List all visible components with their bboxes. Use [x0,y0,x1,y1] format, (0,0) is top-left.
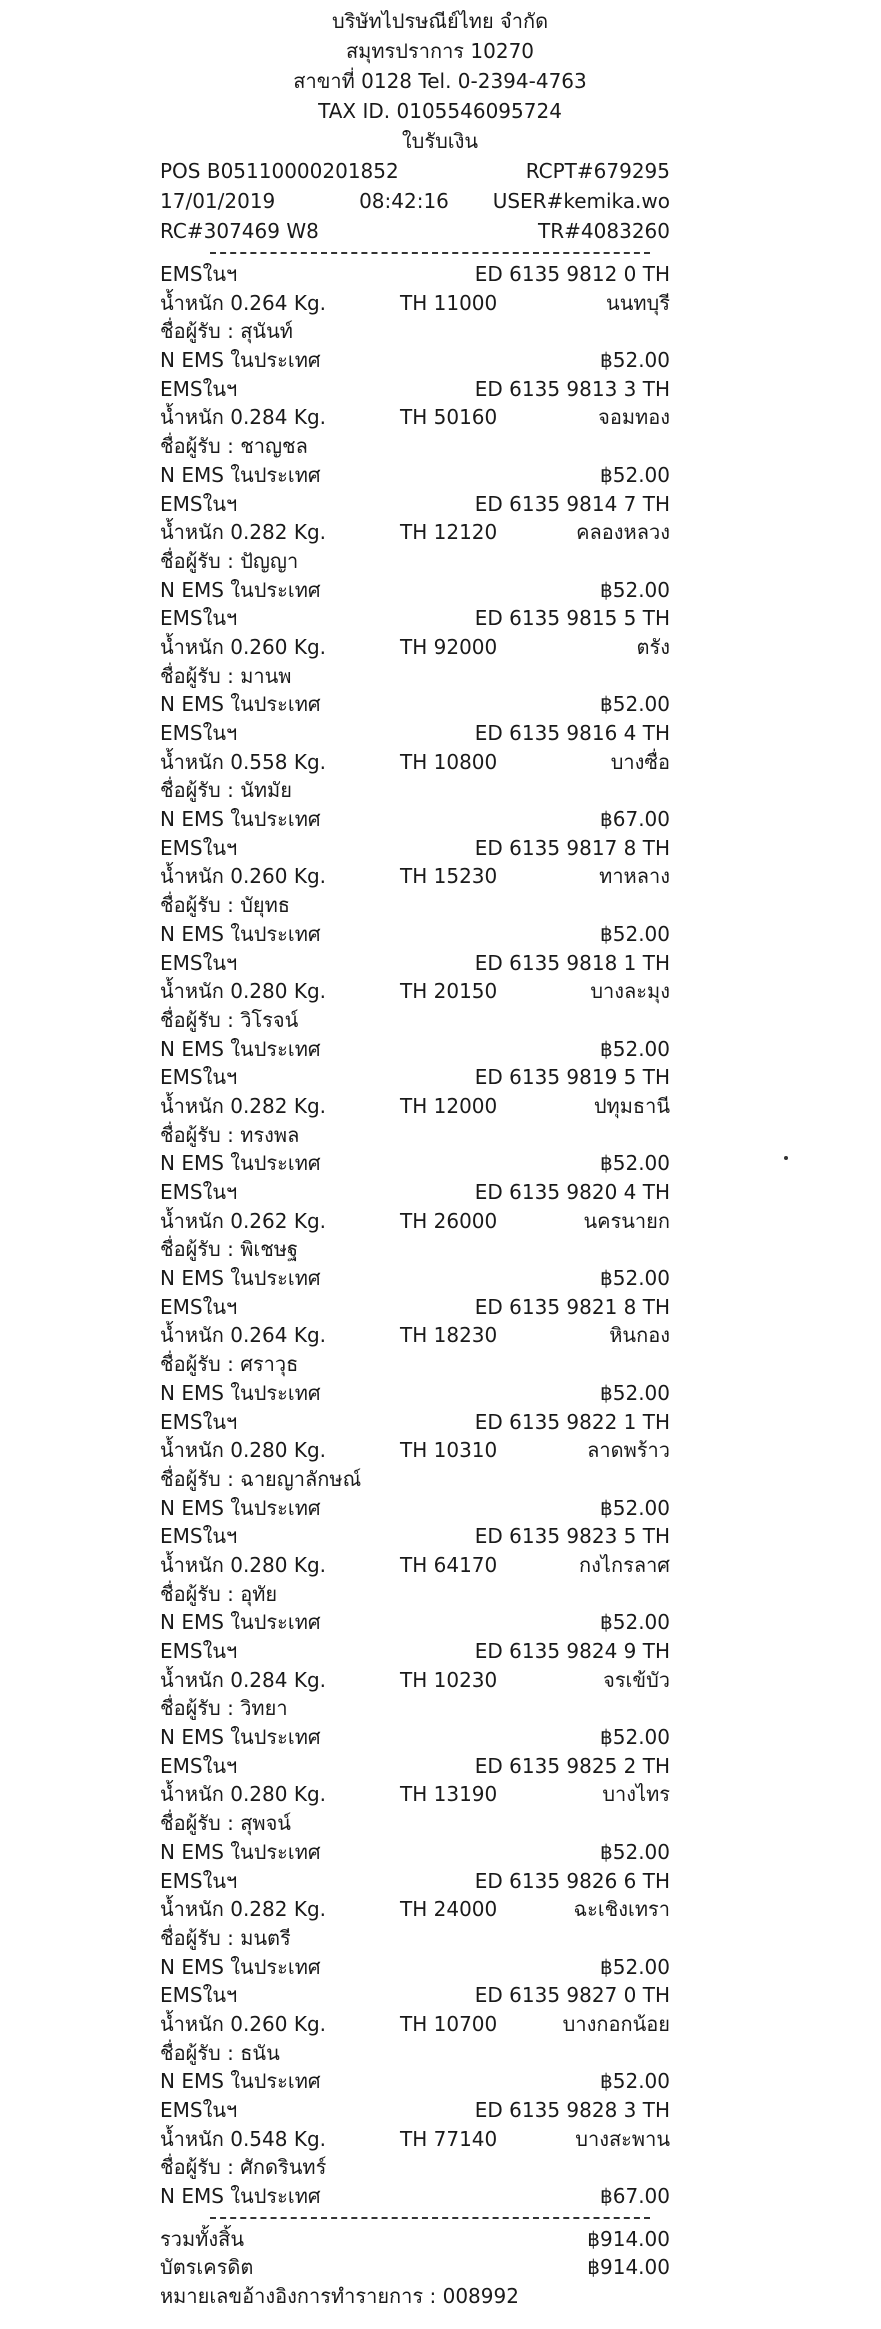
list-item [160,1981,670,2096]
service-name: EMSในฯ [160,1639,238,1663]
list-item [160,375,670,490]
totals-section [160,2225,670,2311]
item-weight-line [160,2010,670,2039]
destination-area: นครนายก [583,1208,670,1233]
receipt-meta [160,156,670,246]
service-type: N EMS ในประเทศ [160,692,321,717]
destination-postcode: TH 10230 [400,1667,498,1692]
item-recipient-line [160,1121,670,1150]
pos-number: POS B05110000201852 [160,159,399,183]
item-price: ฿52.00 [600,462,670,487]
item-price-line [160,1494,670,1523]
service-name: EMSในฯ [160,1753,238,1778]
service-type: N EMS ในประเทศ [160,462,321,487]
item-weight-line [160,289,670,318]
item-price-line [160,346,670,375]
recipient-name: ชื่อผู้รับ : ฉายญาลักษณ์ [160,1466,362,1491]
item-header-line [160,719,670,748]
item-weight-line [160,1780,670,1809]
item-header-line [160,375,670,404]
destination-area: ปทุมธานี [593,1093,670,1118]
destination-area: บางไทร [602,1782,670,1807]
destination-area: ฉะเชิงเทรา [573,1897,670,1922]
item-header-line [160,260,670,289]
list-item [160,1063,670,1178]
list-item [160,604,670,719]
item-price: ฿67.00 [600,807,670,832]
rc-number: RC#307469 W8 [160,219,319,243]
service-type: N EMS ในประเทศ [160,1036,321,1061]
destination-area: จรเข้บัว [603,1667,670,1692]
item-price: ฿52.00 [600,1151,670,1176]
item-recipient-line [160,317,670,346]
item-header-line [160,1752,670,1781]
list-item [160,1867,670,1982]
tracking-number: ED 6135 9825 2 TH [474,1753,670,1778]
tracking-number: ED 6135 9823 5 TH [474,1524,670,1549]
recipient-name: ชื่อผู้รับ : วิทยา [160,1696,288,1721]
list-item [160,1178,670,1293]
destination-area: หินกอง [609,1323,670,1348]
document-title: ใบรับเงิน [401,129,479,153]
item-price-line [160,920,670,949]
service-name: EMSในฯ [160,1065,238,1090]
service-type: N EMS ในประเทศ [160,1266,321,1291]
item-weight-line [160,1436,670,1465]
item-weight-line [160,518,670,547]
destination-area: นนทบุรี [606,290,670,315]
item-recipient-line [160,1924,670,1953]
item-recipient-line [160,547,670,576]
destination-postcode: TH 18230 [400,1323,498,1348]
item-recipient-line [160,2039,670,2068]
item-recipient-line [160,1465,670,1494]
service-name: EMSในฯ [160,950,238,975]
item-weight: น้ำหนัก 0.260 Kg. [160,634,327,659]
item-weight: น้ำหนัก 0.284 Kg. [160,1667,327,1692]
destination-postcode: TH 12120 [400,520,498,545]
destination-area: จอมทอง [598,405,670,430]
payment-method-label: บัตรเครดิต [160,2255,254,2280]
list-item [160,1408,670,1523]
tracking-number: ED 6135 9814 7 TH [474,491,670,516]
tracking-number: ED 6135 9819 5 TH [474,1065,670,1090]
service-name: EMSในฯ [160,1180,238,1204]
list-item [160,1522,670,1637]
item-weight: น้ำหนัก 0.280 Kg. [160,1552,327,1577]
service-name: EMSในฯ [160,491,238,516]
recipient-name: ชื่อผู้รับ : สุนันท์ [160,319,293,344]
item-recipient-line [160,1235,670,1264]
tracking-number: ED 6135 9816 4 TH [474,721,670,745]
item-weight: น้ำหนัก 0.284 Kg. [160,405,327,430]
service-type: N EMS ในประเทศ [160,1839,321,1864]
item-weight: น้ำหนัก 0.260 Kg. [160,2011,327,2036]
service-type: N EMS ในประเทศ [160,1495,321,1520]
destination-area: บางกอกน้อย [562,2011,670,2036]
item-price: ฿52.00 [600,692,670,717]
item-recipient-line [160,2153,670,2182]
recipient-name: ชื่อผู้รับ : ทรงพล [160,1122,300,1147]
list-item [160,949,670,1064]
tracking-number: ED 6135 9813 3 TH [474,376,670,401]
item-weight-line [160,2125,670,2154]
item-weight-line [160,862,670,891]
recipient-name: ชื่อผู้รับ : นัทมัย [160,778,292,803]
item-header-line [160,1522,670,1551]
receipt [160,6,670,2311]
item-price-line [160,1723,670,1752]
destination-postcode: TH 64170 [400,1552,498,1577]
service-type: N EMS ในประเทศ [160,1610,321,1635]
item-recipient-line [160,776,670,805]
service-name: EMSในฯ [160,1524,238,1549]
destination-postcode: TH 77140 [400,2126,498,2151]
item-price: ฿52.00 [600,1839,670,1864]
transaction-number: TR#4083260 [538,219,670,243]
tax-id: TAX ID. 0105546095724 [318,99,562,123]
list-item [160,1637,670,1752]
item-list [160,260,670,2211]
destination-area: บางซื่อ [610,749,670,774]
recipient-name: ชื่อผู้รับ : มานพ [160,663,292,688]
service-name: EMSในฯ [160,606,238,631]
item-weight: น้ำหนัก 0.282 Kg. [160,1093,327,1118]
service-name: EMSในฯ [160,1983,238,2008]
destination-area: บางสะพาน [575,2126,670,2151]
service-type: N EMS ในประเทศ [160,807,321,832]
divider [210,252,650,254]
service-type: N EMS ในประเทศ [160,2069,321,2094]
tracking-number: ED 6135 9821 8 TH [474,1294,670,1319]
item-recipient-line [160,1809,670,1838]
item-price: ฿52.00 [600,1610,670,1635]
recipient-name: ชื่อผู้รับ : พิเชษฐ [160,1237,299,1262]
item-weight-line [160,403,670,432]
service-name: EMSในฯ [160,376,238,401]
company-name: บริษัทไปรษณีย์ไทย จำกัด [331,9,549,33]
item-weight-line [160,748,670,777]
item-weight-line [160,633,670,662]
list-item [160,2096,670,2211]
item-price-line [160,1264,670,1293]
service-name: EMSในฯ [160,1294,238,1319]
recipient-name: ชื่อผู้รับ : ปัญญา [160,548,299,573]
item-price-line [160,1035,670,1064]
item-price-line [160,690,670,719]
destination-area: ตรัง [636,634,670,659]
destination-postcode: TH 10800 [400,749,498,774]
list-item [160,719,670,834]
item-weight: น้ำหนัก 0.264 Kg. [160,290,327,315]
item-price: ฿52.00 [600,1495,670,1520]
item-price-line [160,1608,670,1637]
destination-postcode: TH 26000 [400,1208,498,1233]
item-header-line [160,2096,670,2125]
scan-speck [784,1156,788,1160]
receipt-time: 08:42:16 [359,189,449,213]
item-recipient-line [160,1694,670,1723]
item-price: ฿52.00 [600,921,670,946]
item-price: ฿52.00 [600,1725,670,1750]
receipt-date: 17/01/2019 [160,189,276,213]
item-price: ฿52.00 [600,577,670,602]
item-weight: น้ำหนัก 0.282 Kg. [160,520,327,545]
item-weight-line [160,1551,670,1580]
service-type: N EMS ในประเทศ [160,1725,321,1750]
service-type: N EMS ในประเทศ [160,1380,321,1405]
item-recipient-line [160,1006,670,1035]
item-weight-line [160,1092,670,1121]
item-header-line [160,1063,670,1092]
destination-postcode: TH 24000 [400,1897,498,1922]
destination-area: กงไกรลาศ [579,1552,670,1577]
item-price-line [160,805,670,834]
tracking-number: ED 6135 9820 4 TH [474,1180,670,1204]
list-item [160,834,670,949]
service-type: N EMS ในประเทศ [160,1954,321,1979]
item-price-line [160,1149,670,1178]
item-header-line [160,1178,670,1207]
item-weight: น้ำหนัก 0.280 Kg. [160,979,327,1004]
receipt-number: RCPT#679295 [525,159,670,183]
item-recipient-line [160,662,670,691]
item-header-line [160,1867,670,1896]
item-weight: น้ำหนัก 0.264 Kg. [160,1323,327,1348]
item-weight: น้ำหนัก 0.548 Kg. [160,2126,327,2151]
destination-postcode: TH 11000 [400,290,498,315]
item-price-line [160,1838,670,1867]
item-price: ฿67.00 [600,2184,670,2209]
item-price: ฿52.00 [600,1380,670,1405]
item-header-line [160,834,670,863]
list-item [160,260,670,375]
tracking-number: ED 6135 9827 0 TH [474,1983,670,2008]
tracking-number: ED 6135 9815 5 TH [474,606,670,631]
list-item [160,490,670,605]
branch-phone: สาขาที่ 0128 Tel. 0-2394-4763 [293,69,587,93]
item-recipient-line [160,1350,670,1379]
item-price: ฿52.00 [600,1036,670,1061]
item-weight: น้ำหนัก 0.282 Kg. [160,1897,327,1922]
destination-postcode: TH 10310 [400,1438,498,1463]
tracking-number: ED 6135 9828 3 TH [474,2098,670,2122]
item-header-line [160,604,670,633]
item-weight-line [160,1207,670,1236]
recipient-name: ชื่อผู้รับ : วิโรจน์ [160,1007,299,1032]
service-type: N EMS ในประเทศ [160,921,321,946]
destination-area: ทาหลาง [599,864,670,889]
recipient-name: ชื่อผู้รับ : ศราวุธ [160,1352,299,1377]
recipient-name: ชื่อผู้รับ : อุทัย [160,1581,278,1606]
user-id: USER#kemika.wo [492,189,670,213]
item-price: ฿52.00 [600,1266,670,1291]
tracking-number: ED 6135 9824 9 TH [474,1639,670,1663]
service-type: N EMS ในประเทศ [160,2184,321,2209]
destination-area: บางละมุง [590,979,670,1004]
item-price-line [160,2067,670,2096]
item-header-line [160,949,670,978]
service-type: N EMS ในประเทศ [160,577,321,602]
item-price-line [160,461,670,490]
item-weight: น้ำหนัก 0.262 Kg. [160,1208,327,1233]
item-weight: น้ำหนัก 0.280 Kg. [160,1782,327,1807]
destination-postcode: TH 10700 [400,2011,498,2036]
item-header-line [160,1293,670,1322]
item-weight-line [160,1666,670,1695]
total-amount: ฿914.00 [587,2226,670,2251]
item-recipient-line [160,891,670,920]
item-weight: น้ำหนัก 0.280 Kg. [160,1438,327,1463]
item-header-line [160,490,670,519]
recipient-name: ชื่อผู้รับ : ศักดรินทร์ [160,2155,327,2180]
recipient-name: ชื่อผู้รับ : ชาญชล [160,434,308,459]
service-type: N EMS ในประเทศ [160,1151,321,1176]
item-header-line [160,1637,670,1666]
service-name: EMSในฯ [160,1409,238,1434]
list-item [160,1752,670,1867]
service-name: EMSในฯ [160,2098,238,2122]
recipient-name: ชื่อผู้รับ : ธนัน [160,2040,280,2065]
recipient-name: ชื่อผู้รับ : บัยุทธ [160,893,290,918]
destination-area: คลองหลวง [576,520,670,545]
recipient-name: ชื่อผู้รับ : สุพจน์ [160,1811,291,1836]
destination-postcode: TH 20150 [400,979,498,1004]
tracking-number: ED 6135 9822 1 TH [474,1409,670,1434]
recipient-name: ชื่อผู้รับ : มนตรี [160,1925,291,1950]
total-label: รวมทั้งสิ้น [160,2226,244,2251]
item-recipient-line [160,1580,670,1609]
item-price: ฿52.00 [600,2069,670,2094]
item-price-line [160,576,670,605]
item-header-line [160,1981,670,2010]
item-weight: น้ำหนัก 0.558 Kg. [160,749,327,774]
reference-number: หมายเลขอ้างอิงการทำรายการ : 008992 [160,2284,519,2309]
destination-postcode: TH 50160 [400,405,498,430]
destination-postcode: TH 15230 [400,864,498,889]
service-name: EMSในฯ [160,262,238,286]
payment-amount: ฿914.00 [587,2255,670,2280]
service-name: EMSในฯ [160,835,238,860]
item-price-line [160,1379,670,1408]
item-price: ฿52.00 [600,348,670,373]
list-item [160,1293,670,1408]
destination-postcode: TH 13190 [400,1782,498,1807]
item-weight-line [160,977,670,1006]
destination-area: ลาดพร้าว [587,1438,670,1463]
tracking-number: ED 6135 9817 8 TH [474,835,670,860]
destination-postcode: TH 12000 [400,1093,498,1118]
branch-city: สมุทรปราการ 10270 [345,39,535,63]
divider [210,2217,650,2219]
item-recipient-line [160,432,670,461]
item-weight-line [160,1321,670,1350]
item-header-line [160,1408,670,1437]
tracking-number: ED 6135 9818 1 TH [474,950,670,975]
item-weight: น้ำหนัก 0.260 Kg. [160,864,327,889]
receipt-header [210,6,670,156]
item-price: ฿52.00 [600,1954,670,1979]
item-price-line [160,1953,670,1982]
service-name: EMSในฯ [160,1868,238,1893]
tracking-number: ED 6135 9812 0 TH [474,262,670,286]
tracking-number: ED 6135 9826 6 TH [474,1868,670,1893]
item-weight-line [160,1895,670,1924]
destination-postcode: TH 92000 [400,634,498,659]
service-type: N EMS ในประเทศ [160,348,321,373]
service-name: EMSในฯ [160,721,238,745]
item-price-line [160,2182,670,2211]
